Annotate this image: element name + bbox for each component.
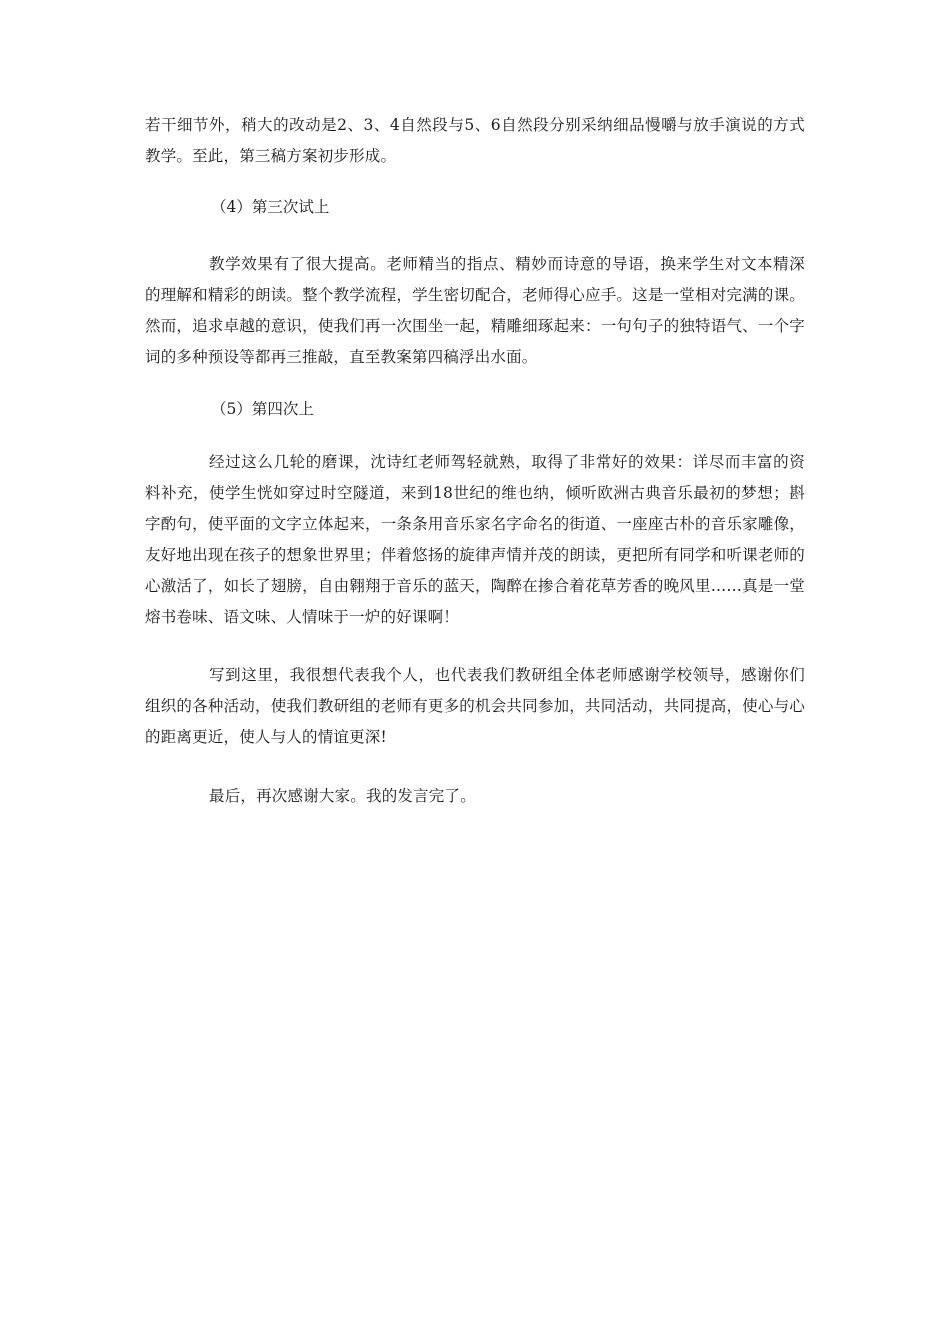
- paragraph-third-trial: 教学效果有了很大提高。老师精当的指点、精妙而诗意的导语，换来学生对文本精深的理解和精彩的朗读。整个教学流程，学生密切配合，老师得心应手。这是一堂相对完满的课。然而，追求卓越的意识，使我们再一次围坐一起，精雕细琢起来：一句句子的独特语气、一个字词的多种预设等都再三推敲，直至教案第四稿浮出水面。: [145, 255, 805, 366]
- spacer: [145, 753, 805, 781]
- document-page: [145, 110, 805, 812]
- spacer: [145, 633, 805, 660]
- paragraph-fourth-lesson: 经过这么几轮的磨课，沈诗红老师驾轻就熟，取得了非常好的效果：详尽而丰富的资料补充，使学生恍如穿过时空隧道，来到18世纪的维也纳，倾听欧洲古典音乐最初的梦想；斟字酌句，使平面的文字立体起来，一条条用音乐家名字命名的街道、一座座古朴的音乐家雕像，友好地出现在孩子的想象世界里；伴着悠扬的旋律声情并茂的朗读，更把所有同学和听课老师的心激活了，如长了翅膀，自由翱翔于音乐的蓝天，陶醉在掺合着花草芳香的晚风里……真是一堂熔书卷味、语文味、人情味于一炉的好课啊！: [145, 453, 805, 626]
- section-heading-fourth-lesson: （5）第四次上: [211, 400, 314, 418]
- paragraph-thanks: 写到这里，我很想代表我个人，也代表我们教研组全体老师感谢学校领导，感谢你们组织的各种活动，使我们教研组的老师有更多的机会共同参加，共同活动，共同提高，使心与心的距离更近，使人与人的情谊更深!: [145, 666, 805, 746]
- paragraph-closing: 最后，再次感谢大家。我的发言完了。: [209, 787, 476, 805]
- spacer: [145, 425, 805, 447]
- paragraph-continuation: 若干细节外，稍大的改动是2、3、4自然段与5、6自然段分别采纳细品慢嚼与放手演说的方式教学。至此，第三稿方案初步形成。: [145, 116, 805, 165]
- spacer: [145, 172, 805, 192]
- spacer: [145, 223, 805, 249]
- section-heading-third-trial: （4）第三次试上: [211, 198, 330, 216]
- spacer: [145, 373, 805, 394]
